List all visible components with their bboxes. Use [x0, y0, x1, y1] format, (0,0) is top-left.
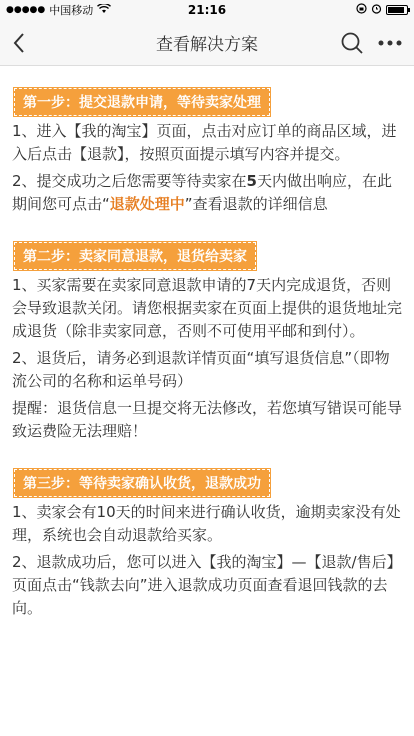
step-2-section	[12, 242, 402, 443]
step-3-paragraph-1: 1、卖家会有10天的时间来进行确认收货，逾期卖家没有处理，系统也会自动退款给买家。	[12, 503, 401, 544]
step-3-section	[12, 469, 402, 620]
wifi-icon	[97, 4, 111, 17]
search-icon[interactable]	[340, 31, 364, 55]
text-segment: 天内做出响应，在此期间您可点击“	[12, 172, 392, 213]
navigation-bar	[0, 20, 414, 66]
step-1-paragraph-2	[12, 170, 402, 216]
page-title: 查看解决方案	[156, 35, 258, 55]
orientation-lock-icon	[356, 3, 367, 17]
status-bar	[0, 0, 414, 20]
step-3-header: 第三步：等待卖家确认收货，退款成功	[14, 469, 270, 497]
step-2-header: 第二步：卖家同意退款，退货给卖家	[14, 242, 256, 270]
step-1-header: 第一步：提交退款申请，等待卖家处理	[14, 88, 270, 116]
step-2-paragraph-1: 1、买家需要在卖家同意退款申请的7天内完成退货，否则会导致退款关闭。请您根据卖家在页面上提供的退货地址完成退货（除非卖家同意，否则不可使用平邮和到付）。	[12, 276, 403, 340]
days-count: 5	[246, 172, 257, 190]
signal-strength-icon: ●●●●●	[6, 5, 46, 15]
step-2-paragraph-2: 2、退货后，请务必到退款详情页面“填写退货信息”（即物流公司的名称和运单号码）	[12, 349, 390, 390]
carrier-name: 中国移动	[49, 4, 94, 17]
solution-content	[0, 88, 414, 620]
back-icon[interactable]	[12, 32, 26, 54]
text-segment: 2、提交成功之后您需要等待卖家在	[12, 172, 247, 190]
step-1-paragraph-1: 1、进入【我的淘宝】页面，点击对应订单的商品区域，进入后点击【退款】，按照页面提示填写内容并提交。	[12, 122, 397, 163]
step-2-reminder: 提醒：退货信息一旦提交将无法修改，若您填写错误可能导致运费险无法理赔！	[12, 399, 403, 440]
alarm-icon	[371, 3, 382, 17]
text-segment: ”查看退款的详细信息	[184, 195, 328, 213]
more-dots-icon[interactable]	[378, 39, 402, 47]
step-3-paragraph-2: 2、退款成功后，您可以进入【我的淘宝】—【退款/售后】页面点击“钱款去向”进入退款成功页面查看退回钱款的去向。	[12, 553, 402, 617]
status-time: 21:16	[187, 3, 227, 17]
refund-processing-link[interactable]: 退款处理中	[109, 195, 185, 213]
battery-icon	[386, 5, 408, 15]
step-1-section	[12, 88, 402, 216]
